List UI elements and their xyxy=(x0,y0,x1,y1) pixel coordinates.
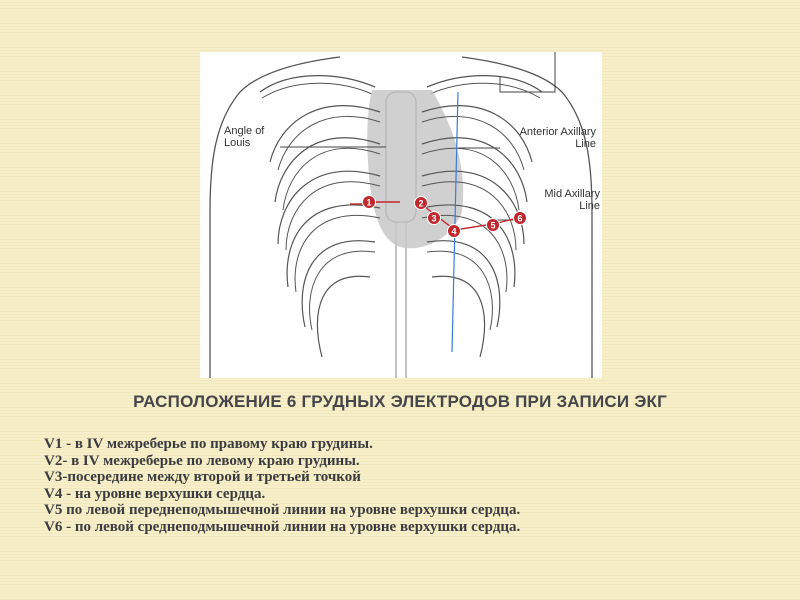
electrode-v3 xyxy=(428,212,441,225)
electrode-v6 xyxy=(514,212,527,225)
label-mid-axillary-line: Mid Axillary Line xyxy=(544,188,600,212)
ribcage-illustration xyxy=(200,52,602,378)
label-angle-of-louis: Angle of Louis xyxy=(224,125,265,149)
body-outline-left xyxy=(210,57,340,378)
description-line-v5: V5 по левой переднеподмышечной линии на уровне верхушки сердца. xyxy=(44,502,521,518)
svg-text:3: 3 xyxy=(431,213,437,224)
svg-text:4: 4 xyxy=(451,226,457,237)
electrode-v4 xyxy=(448,225,461,238)
description-line-v3: V3-посередине между второй и третьей точкой xyxy=(44,469,361,485)
svg-text:6: 6 xyxy=(517,213,523,224)
electrode-v2 xyxy=(415,197,428,210)
clavicle-right xyxy=(260,76,375,92)
chest-diagram xyxy=(200,52,602,378)
label-anterior-axillary-line: Anterior Axillary Line xyxy=(519,126,596,150)
slide-title: РАСПОЛОЖЕНИЕ 6 ГРУДНЫХ ЭЛЕКТРОДОВ ПРИ ЗАПИСИ ЭКГ xyxy=(133,392,667,411)
electrode-v1 xyxy=(363,196,376,209)
electrode-description xyxy=(44,436,604,535)
svg-text:2: 2 xyxy=(418,198,424,209)
svg-text:5: 5 xyxy=(490,220,496,231)
description-line-v2: V2- в IV межреберье по левому краю грудины. xyxy=(44,452,360,469)
clavicle-left xyxy=(427,76,542,92)
description-line-v6: V6 - по левой среднеподмышечной линии на уровне верхушки сердца. xyxy=(44,518,521,535)
svg-text:1: 1 xyxy=(366,197,372,208)
electrode-v5 xyxy=(487,219,500,232)
description-line-v1: V1 - в IV межреберье по правому краю грудины. xyxy=(44,436,373,452)
body-outline-right xyxy=(462,57,592,378)
description-line-v4: V4 - на уровне верхушки сердца. xyxy=(44,485,266,502)
